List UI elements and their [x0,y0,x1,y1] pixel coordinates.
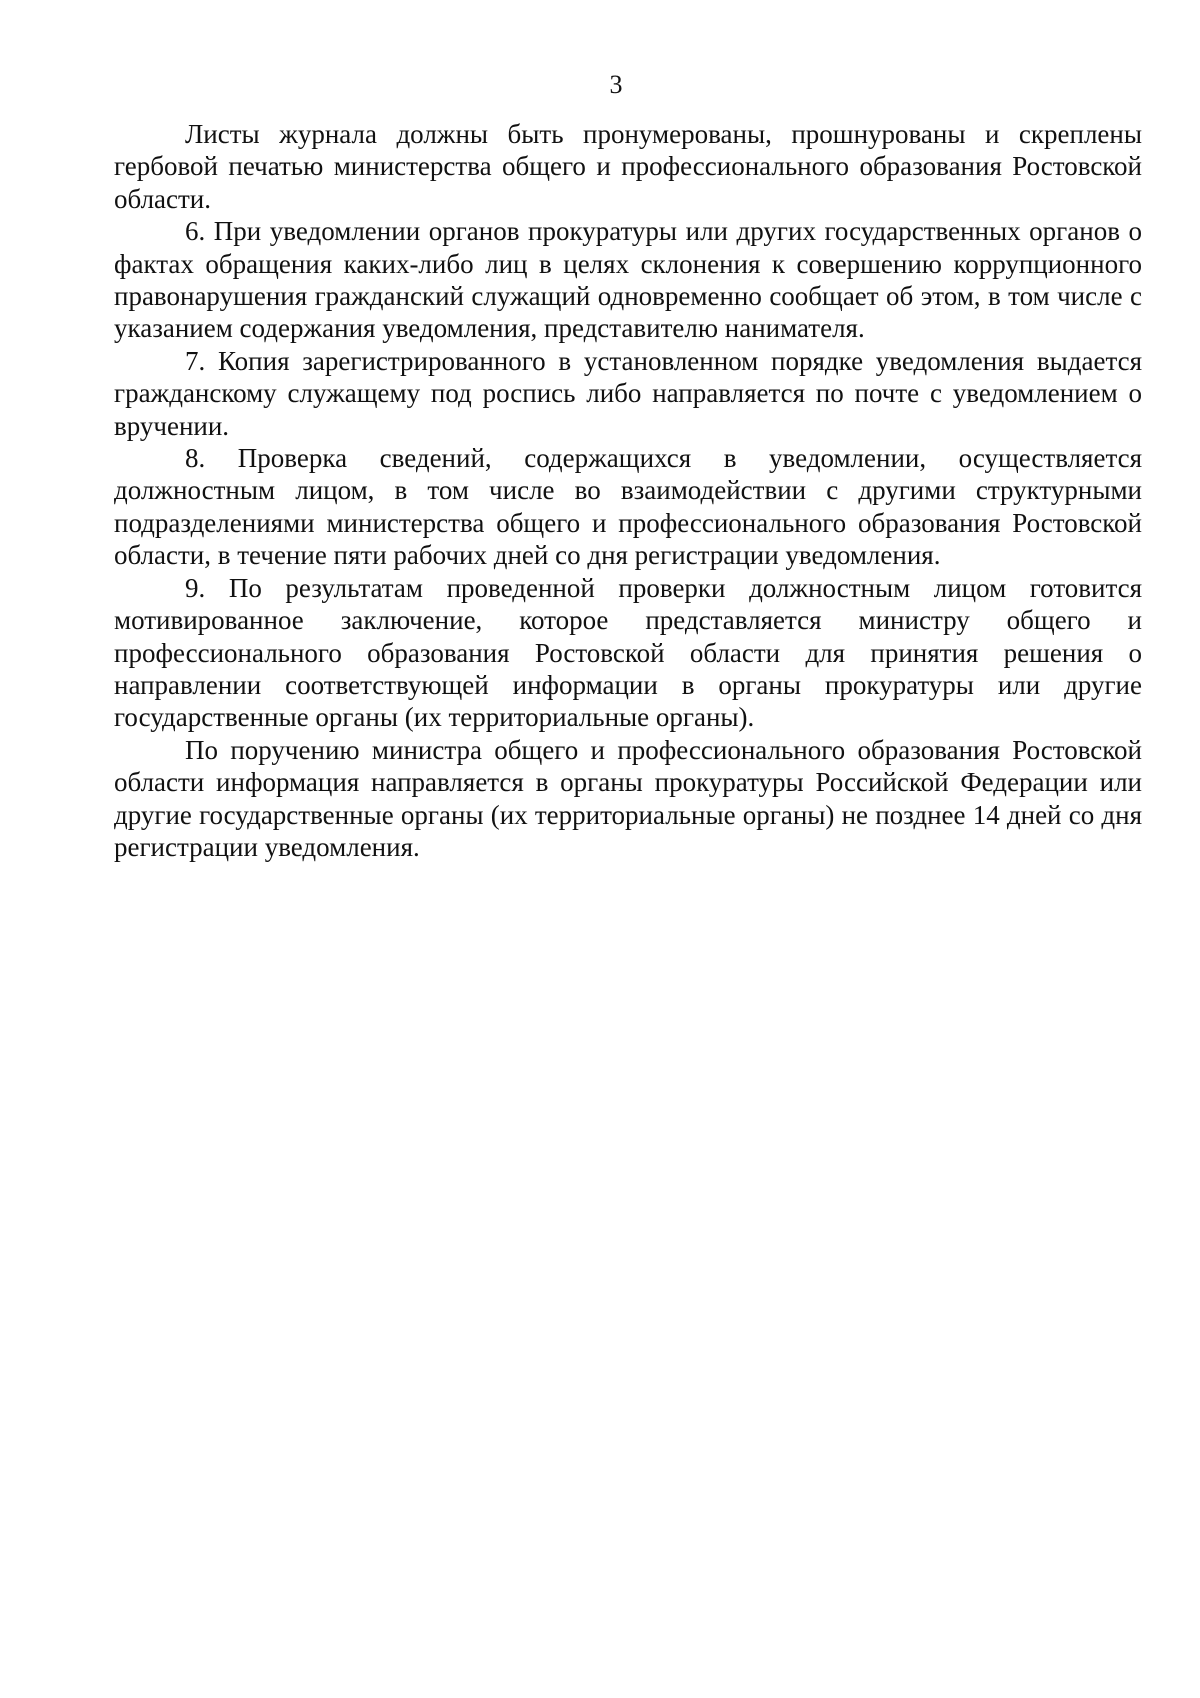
paragraph-minister-instruction: По поручению министра общего и профессионального образования Ростовской области информация направляется в органы прокуратуры Российской Федерации или другие государственные органы (их территориальные органы) не позднее 14 дней со дня регистрации уведомления. [114,734,1142,862]
paragraph-item-9: 9. По результатам проведенной проверки должностным лицом готовится мотивированное заключение, которое представляется министру общего и профессионального образования Ростовской области для принятия решения о направлении соответствующей информации в органы прокуратуры или другие государственные органы (их территориальные органы). [114,572,1142,733]
document-body [114,118,1142,863]
paragraph-journal-sheets: Листы журнала должны быть пронумерованы, прошнурованы и скреплены гербовой печатью министерства общего и профессионального образования Ростовской области. [114,119,1142,214]
paragraph-item-8: 8. Проверка сведений, содержащихся в уведомлении, осуществляется должностным лицом, в том числе во взаимодействии с другими структурными подразделениями министерства общего и профессионального образования Ростовской области, в течение пяти рабочих дней со дня регистрации уведомления. [114,443,1142,571]
paragraph-item-7: 7. Копия зарегистрированного в установленном порядке уведомления выдается гражданскому служащему под роспись либо направляется по почте с уведомлением о вручении. [114,345,1142,441]
page-number: 3 [609,70,623,99]
paragraph-item-6: 6. При уведомлении органов прокуратуры или других государственных органов о фактах обращения каких-либо лиц в целях склонения к совершению коррупционного правонарушения гражданский служащий одновременно сообщает об этом, в том числе с указанием содержания уведомления, представителю нанимателя. [114,216,1142,344]
